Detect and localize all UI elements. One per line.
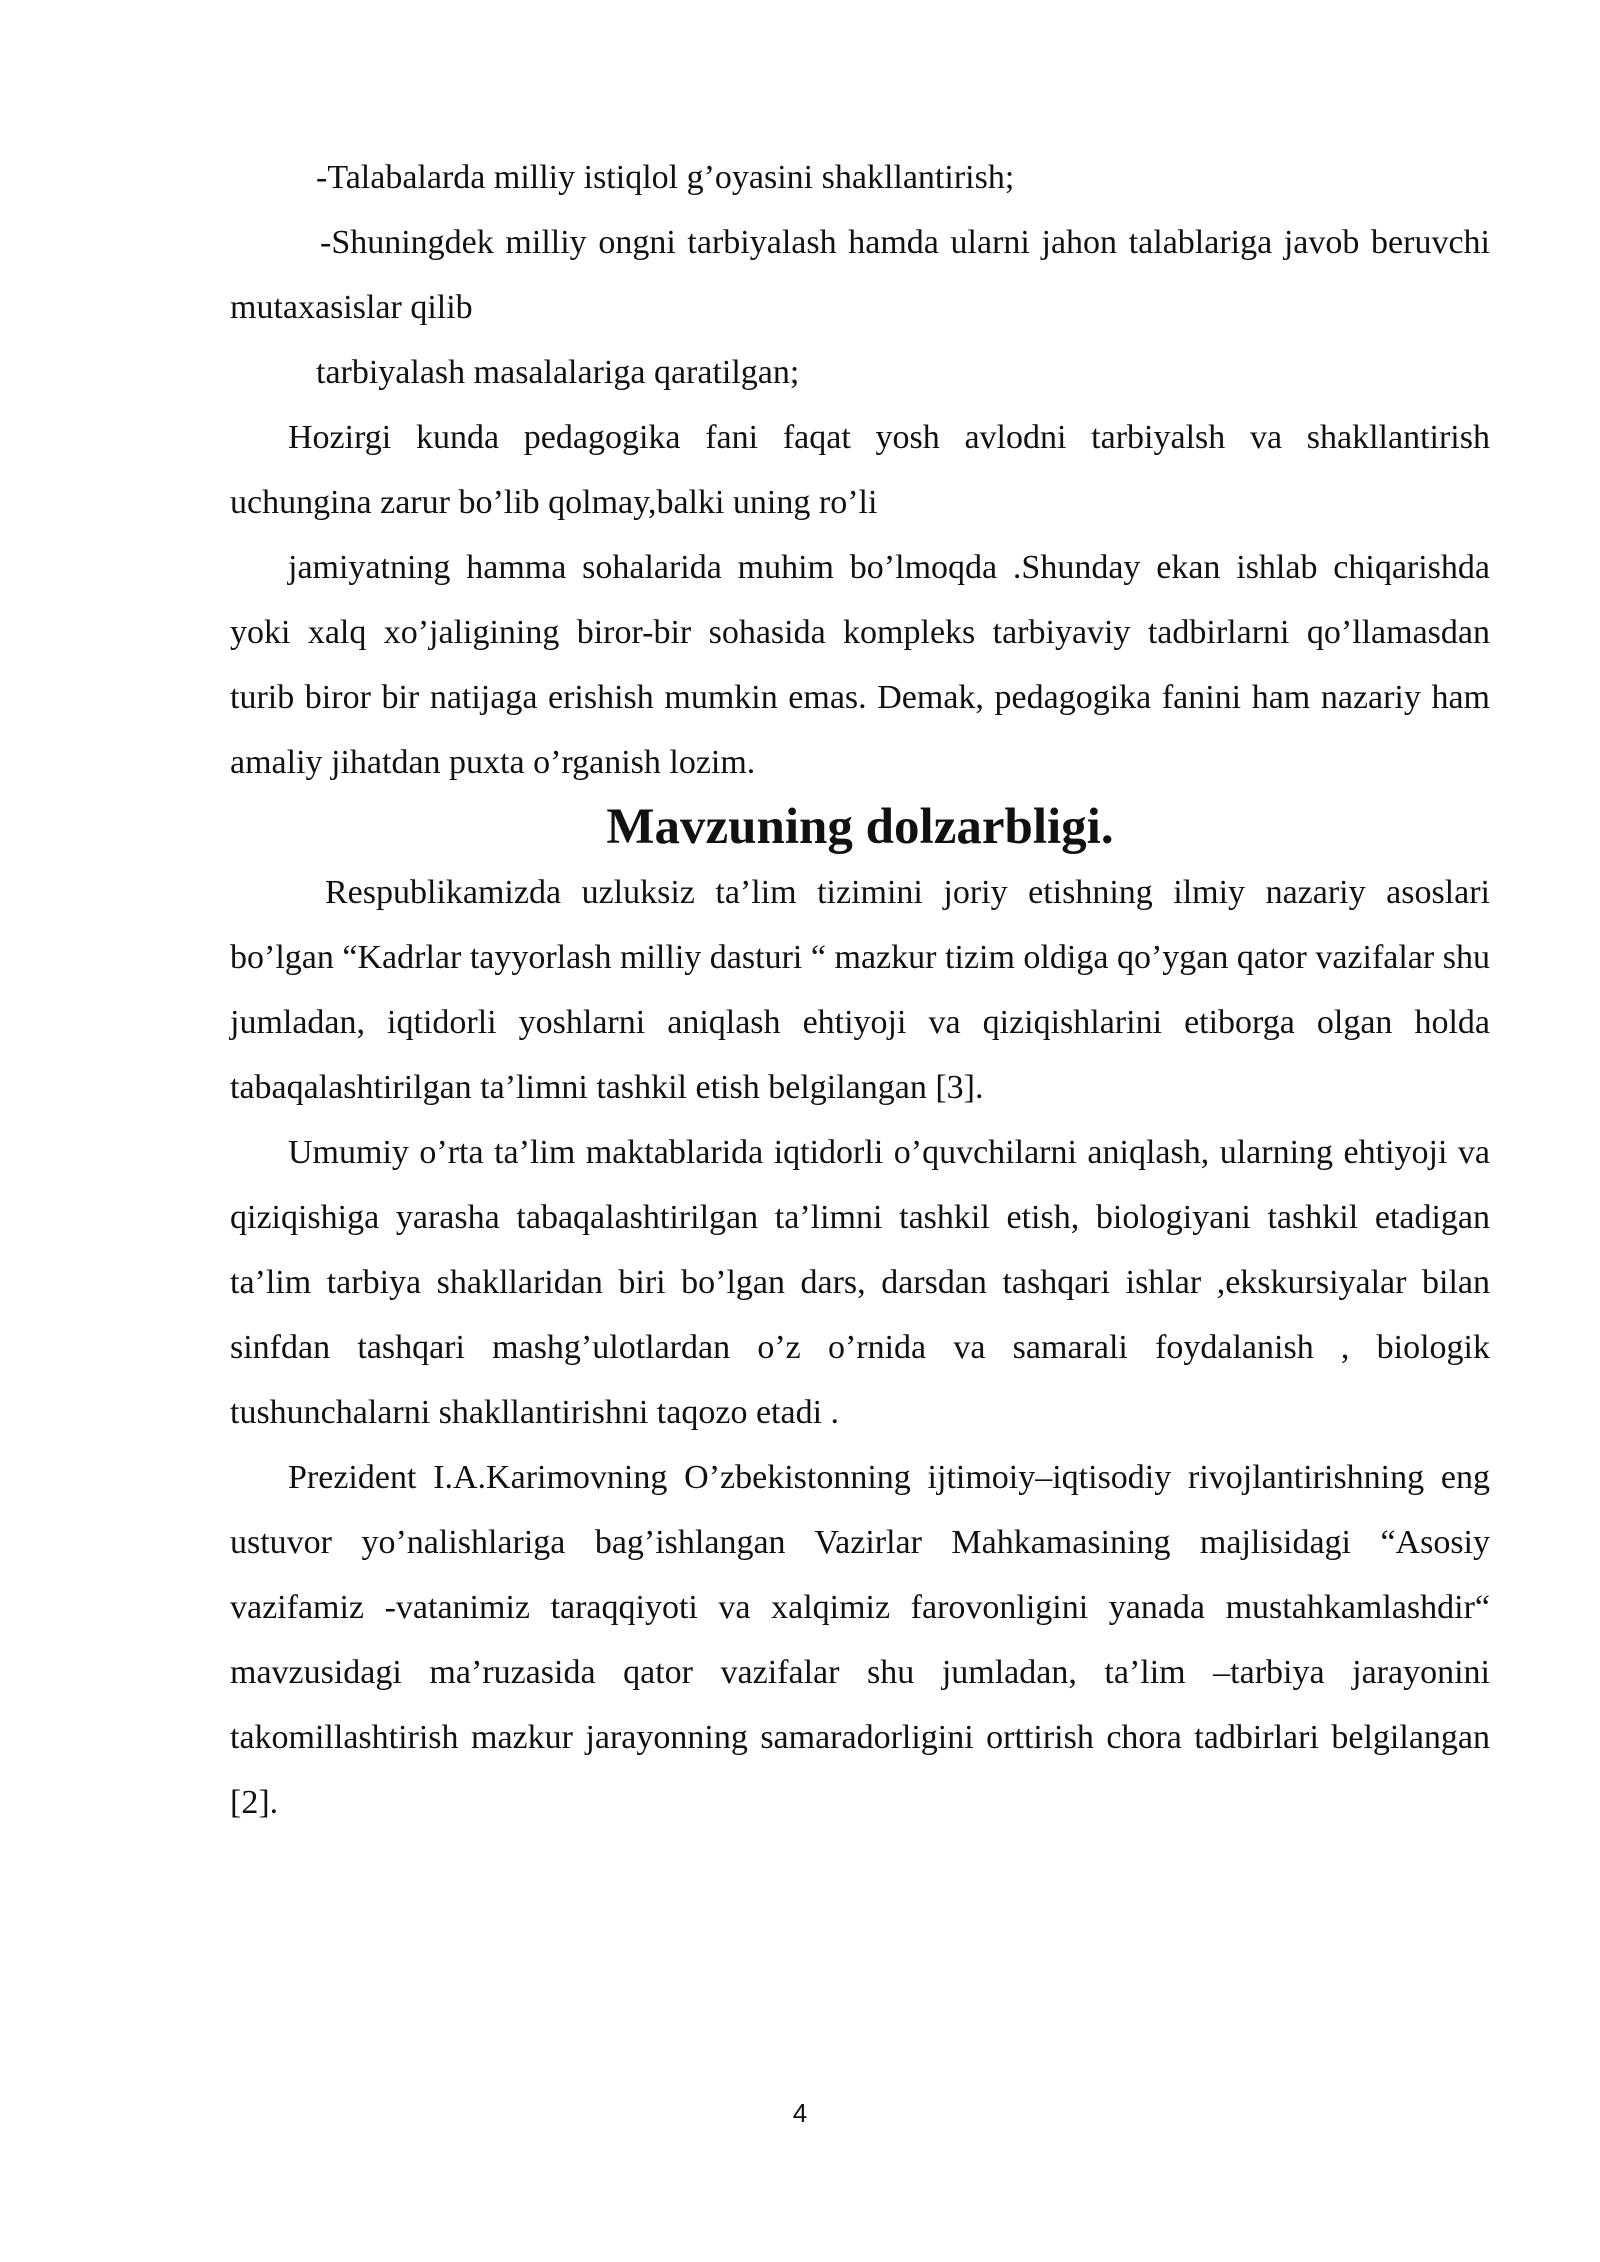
paragraph-pedagogy-role: Hozirgi kunda pedagogika fani faqat yosh avlodni tarbiyalsh va shakllantirish uchungina zarur bo’lib qolmay,balki uning ro’li [230,419,1490,521]
paragraph-republic: Respublikamizda uzluksiz ta’lim tizimini joriy etishning ilmiy nazariy asoslari bo’lgan “Kadrlar tayyorlash milliy dasturi “ mazkur tizim oldiga qo’ygan qator vazifalar shu jumladan, iqtidorli yoshlarni aniqlash ehtiyoji va qiziqishlarini etiborga olgan holda tabaqalashtirilgan ta’limni tashkil etish belgilangan [3]. [230,874,1490,1106]
paragraph-goal-2-cont: tarbiyalash masalalariga qaratilgan; [316,354,800,391]
page-body [230,145,1490,1835]
page-number: 4 [792,2098,808,2128]
paragraph-goal-2: -Shuningdek milliy ongni tarbiyalash hamda ularni jahon talablariga javob beruvchi mutaxasislar qilib [230,224,1490,326]
paragraph-schools: Umumiy o’rta ta’lim maktablarida iqtidorli o’quvchilarni aniqlash, ularning ehtiyoji va qiziqishiga yarasha tabaqalashtirilgan ta’limni tashkil etish, biologiyani tashkil etadigan ta’lim tarbiya shakllaridan biri bo’lgan dars, darsdan tashqari ishlar ,ekskursiyalar bilan sinfdan tashqari mashg’ulotlardan o’z o’rnida va samarali foydalanish , biologik tushunchalarni shakllantirishni taqozo etadi . [230,1134,1490,1431]
paragraph-society: jamiyatning hamma sohalarida muhim bo’lmoqda .Shunday ekan ishlab chiqarishda yoki xalq xo’jaligining biror-bir sohasida kompleks tarbiyaviy tadbirlarni qo’llamasdan turib biror bir natijaga erishish mumkin emas. Demak, pedagogika fanini ham nazariy ham amaliy jihatdan puxta o’rganish lozim. [230,549,1490,781]
paragraph-president: Prezident I.A.Karimovning O’zbekistonning ijtimoiy–iqtisodiy rivojlantirishning eng ustuvor yo’nalishlariga bag’ishlangan Vazirlar Mahkamasining majlisidagi “Asosiy vazifamiz -vatanimiz taraqqiyoti va xalqimiz farovonligini yanada mustahkamlashdir“ mavzusidagi ma’ruzasida qator vazifalar shu jumladan, ta’lim –tarbiya jarayonini takomillashtirish mazkur jarayonning samaradorligini orttirish chora tadbirlari belgilangan [2]. [230,1459,1490,1821]
section-heading: Mavzuning dolzarbligi. [606,799,1114,855]
paragraph-goal-1: -Talabalarda milliy istiqlol g’oyasini shakllantirish; [316,159,1015,196]
